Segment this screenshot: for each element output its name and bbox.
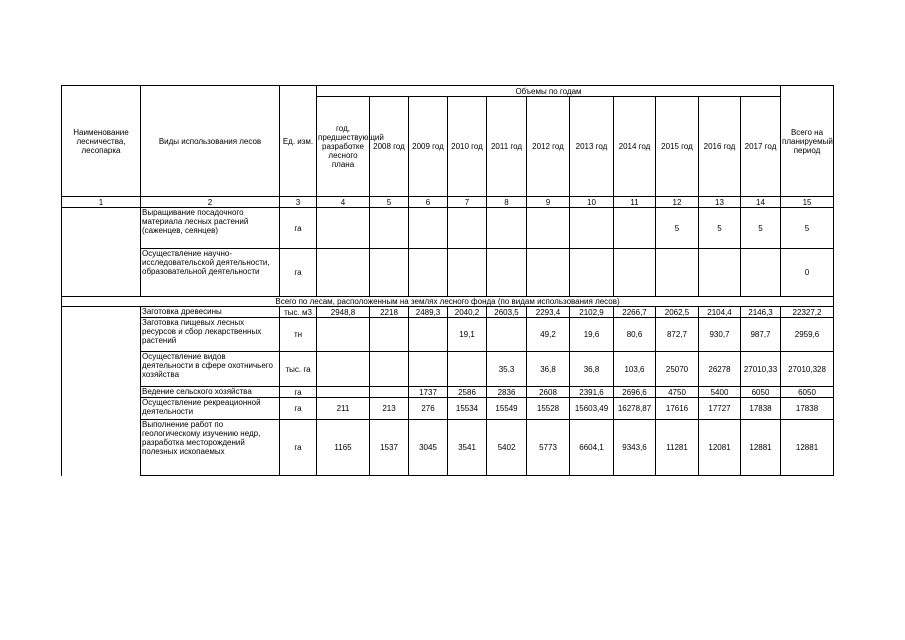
value-cell: 1737	[409, 387, 448, 398]
table-row	[62, 318, 834, 352]
value-cell: 2603,5	[487, 307, 527, 318]
value-cell: 25070	[656, 352, 699, 387]
value-cell	[317, 387, 370, 398]
value-cell: 2102,9	[570, 307, 614, 318]
value-cell: 2040,2	[448, 307, 487, 318]
use-type-cell: Осуществление рекреационной деятельности	[141, 398, 280, 420]
header-2010: 2010 год	[448, 97, 487, 197]
value-cell: 5402	[487, 420, 527, 476]
value-cell: 17727	[699, 398, 741, 420]
value-cell: 3045	[409, 420, 448, 476]
value-cell: 211	[317, 398, 370, 420]
value-cell: 6050	[741, 387, 781, 398]
table-row	[62, 249, 834, 297]
column-number: 14	[741, 197, 781, 208]
value-cell: 22327,2	[781, 307, 834, 318]
unit-cell: га	[280, 420, 317, 476]
header-2015: 2015 год	[656, 97, 699, 197]
value-cell	[699, 249, 741, 297]
value-cell	[448, 208, 487, 249]
value-cell: 26278	[699, 352, 741, 387]
column-number: 12	[656, 197, 699, 208]
value-cell	[527, 208, 570, 249]
header-volumes: Объемы по годам	[317, 86, 781, 97]
column-number: 1	[62, 197, 141, 208]
value-cell: 12881	[781, 420, 834, 476]
header-2011: 2011 год	[487, 97, 527, 197]
value-cell: 4750	[656, 387, 699, 398]
header-2013: 2013 год	[570, 97, 614, 197]
value-cell: 2696,6	[614, 387, 656, 398]
table-row	[62, 420, 834, 476]
value-cell: 11281	[656, 420, 699, 476]
value-cell: 2489,3	[409, 307, 448, 318]
value-cell: 9343,6	[614, 420, 656, 476]
value-cell	[448, 352, 487, 387]
value-cell: 27010,33	[741, 352, 781, 387]
value-cell	[409, 249, 448, 297]
value-cell: 27010,328	[781, 352, 834, 387]
value-cell: 2586	[448, 387, 487, 398]
value-cell: 17838	[781, 398, 834, 420]
value-cell: 36,8	[527, 352, 570, 387]
value-cell: 5	[781, 208, 834, 249]
value-cell: 15534	[448, 398, 487, 420]
value-cell: 12881	[741, 420, 781, 476]
value-cell: 276	[409, 398, 448, 420]
header-2016: 2016 год	[699, 97, 741, 197]
use-type-cell: Заготовка пищевых лесных ресурсов и сбор лекарственных растений	[141, 318, 280, 352]
column-number: 7	[448, 197, 487, 208]
unit-cell: га	[280, 398, 317, 420]
value-cell: 17838	[741, 398, 781, 420]
header-2012: 2012 год	[527, 97, 570, 197]
value-cell	[741, 249, 781, 297]
forest-use-table	[61, 85, 834, 476]
value-cell: 36,8	[570, 352, 614, 387]
column-number: 4	[317, 197, 370, 208]
value-cell: 2104,4	[699, 307, 741, 318]
forestry-name-cell	[62, 307, 141, 476]
unit-cell: га	[280, 387, 317, 398]
header-types: Виды использования лесов	[141, 86, 280, 197]
unit-cell: га	[280, 249, 317, 297]
value-cell	[409, 318, 448, 352]
value-cell: 930,7	[699, 318, 741, 352]
value-cell: 5400	[699, 387, 741, 398]
value-cell	[448, 249, 487, 297]
column-number: 9	[527, 197, 570, 208]
header-2008: 2008 год	[370, 97, 409, 197]
value-cell	[370, 249, 409, 297]
value-cell	[570, 208, 614, 249]
value-cell: 2959,6	[781, 318, 834, 352]
unit-cell: га	[280, 208, 317, 249]
value-cell: 2836	[487, 387, 527, 398]
column-number: 15	[781, 197, 834, 208]
header-2009: 2009 год	[409, 97, 448, 197]
value-cell: 872,7	[656, 318, 699, 352]
column-number: 2	[141, 197, 280, 208]
use-type-cell: Осуществление видов деятельности в сфере охотничьего хозяйства	[141, 352, 280, 387]
header-unit: Ед. изм.	[280, 86, 317, 197]
unit-cell: тыс. м3	[280, 307, 317, 318]
value-cell: 15603,49	[570, 398, 614, 420]
value-cell	[570, 249, 614, 297]
value-cell: 49,2	[527, 318, 570, 352]
value-cell: 17616	[656, 398, 699, 420]
value-cell: 2948,8	[317, 307, 370, 318]
value-cell: 5	[699, 208, 741, 249]
value-cell: 15528	[527, 398, 570, 420]
value-cell: 2062,5	[656, 307, 699, 318]
forestry-name-cell	[62, 208, 141, 297]
value-cell: 103,6	[614, 352, 656, 387]
header-2017: 2017 год	[741, 97, 781, 197]
value-cell: 6050	[781, 387, 834, 398]
value-cell	[317, 249, 370, 297]
value-cell	[409, 352, 448, 387]
column-numbers-row	[62, 197, 834, 208]
value-cell: 0	[781, 249, 834, 297]
value-cell	[656, 249, 699, 297]
value-cell	[317, 352, 370, 387]
value-cell: 5773	[527, 420, 570, 476]
value-cell: 2218	[370, 307, 409, 318]
value-cell: 1537	[370, 420, 409, 476]
value-cell: 5	[656, 208, 699, 249]
value-cell: 2293,4	[527, 307, 570, 318]
column-number: 11	[614, 197, 656, 208]
value-cell: 80,6	[614, 318, 656, 352]
unit-cell: тн	[280, 318, 317, 352]
value-cell	[370, 208, 409, 249]
value-cell: 2266,7	[614, 307, 656, 318]
column-number: 13	[699, 197, 741, 208]
table-row	[62, 387, 834, 398]
column-number: 8	[487, 197, 527, 208]
value-cell	[317, 208, 370, 249]
value-cell: 987,7	[741, 318, 781, 352]
value-cell	[370, 318, 409, 352]
value-cell: 15549	[487, 398, 527, 420]
value-cell	[317, 318, 370, 352]
value-cell: 2608	[527, 387, 570, 398]
section-title: Всего по лесам, расположенным на землях лесного фонда (по видам использования лесов)	[62, 297, 834, 307]
header-total: Всего на планируемый период	[781, 86, 834, 197]
value-cell	[487, 318, 527, 352]
value-cell: 1165	[317, 420, 370, 476]
use-type-cell: Заготовка древесины	[141, 307, 280, 318]
value-cell	[614, 249, 656, 297]
value-cell: 16278,87	[614, 398, 656, 420]
header-2014: 2014 год	[614, 97, 656, 197]
column-number: 10	[570, 197, 614, 208]
value-cell: 5	[741, 208, 781, 249]
value-cell: 3541	[448, 420, 487, 476]
value-cell	[370, 352, 409, 387]
header-prior-year: год, предшествующий разработке лесного плана	[317, 97, 370, 197]
value-cell: 35.3	[487, 352, 527, 387]
value-cell	[487, 249, 527, 297]
use-type-cell: Ведение сельского хозяйства	[141, 387, 280, 398]
use-type-cell: Выполнение работ по геологическому изучению недр, разработка месторождений полезных ископаемых	[141, 420, 280, 476]
value-cell	[409, 208, 448, 249]
use-type-cell: Выращивание посадочного материала лесных растений (саженцев, сеянцев)	[141, 208, 280, 249]
value-cell: 2391,6	[570, 387, 614, 398]
column-number: 5	[370, 197, 409, 208]
value-cell: 19,1	[448, 318, 487, 352]
table-row	[62, 398, 834, 420]
column-number: 3	[280, 197, 317, 208]
value-cell	[614, 208, 656, 249]
table-row	[62, 208, 834, 249]
table-row	[62, 352, 834, 387]
unit-cell: тыс. га	[280, 352, 317, 387]
value-cell	[527, 249, 570, 297]
value-cell: 213	[370, 398, 409, 420]
value-cell: 2146,3	[741, 307, 781, 318]
value-cell	[487, 208, 527, 249]
value-cell: 19,6	[570, 318, 614, 352]
table-row	[62, 307, 834, 318]
column-number: 6	[409, 197, 448, 208]
value-cell	[370, 387, 409, 398]
use-type-cell: Осуществление научно-исследовательской деятельности, образовательной деятельности	[141, 249, 280, 297]
value-cell: 12081	[699, 420, 741, 476]
header-forestry: Наименование лесничества, лесопарка	[62, 86, 141, 197]
value-cell: 6604,1	[570, 420, 614, 476]
